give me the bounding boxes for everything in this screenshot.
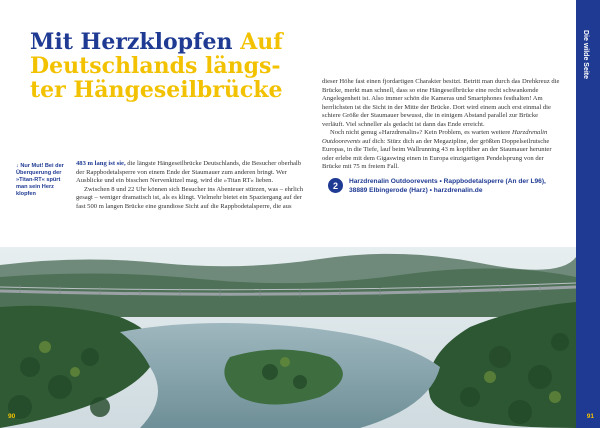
headline-line1-blue: Mit Herzklopfen: [30, 29, 233, 55]
address-text: Harzdrenalin Outdoorevents • Rappbodetalsperre (An der L96), 38889 Elbingerode (Harz) • harzdrenalin.de: [349, 178, 546, 194]
address-box: [328, 178, 562, 195]
bridge-landscape-image: [0, 247, 576, 428]
photo-caption: ↓ Nur Mut! Bei der Überquerung der »Titan-RT« spürt man sein Herz klopfen: [16, 163, 64, 197]
page-number-right: 91: [586, 413, 594, 420]
headline-line1-yellow: Auf: [240, 29, 283, 55]
headline: [30, 30, 290, 102]
page-number-left: 90: [8, 413, 16, 420]
location-number-badge: 2: [328, 178, 343, 193]
left-paragraph-2: Zwischen 8 und 22 Uhr können sich Besucher ins Abenteuer stürzen, was – ehrlich gesagt – weniger dramatisch ist, als es klingt. Vielmehr bietet ein Spaziergang auf der fast 500 m langen Brücke eine grandiose Sicht auf die Rappbodetalsperre, die aus: [76, 185, 304, 210]
right-paragraph-2: [322, 129, 560, 172]
left-text-column: [76, 160, 304, 211]
lead-in: 483 m lang ist sie,: [76, 160, 126, 167]
right-paragraph-2-italic: Harzdrenalin Outdoorevents: [322, 129, 548, 145]
right-paragraph-2-start: Noch nicht genug »Harzdrenalin«? Kein Problem, es warten weitere: [330, 129, 511, 136]
right-text-column: [322, 78, 560, 172]
left-paragraph-1-text: die längste Hängeseilbrücke Deutschlands, die Besucher oberhalb der Rappbodetalsperre von einem Ende der Staumauer zum anderen bringt. Wer Ausblicke und ein bisschen Nervenkitzel mag, wird die »Titan RT« lieben.: [76, 160, 302, 184]
left-paragraph-1: [76, 160, 304, 186]
right-paragraph-2-end: auf dich: Stürz dich an der Megazipline, der größten Doppelseilrutsche Europas, in die Tiefe, lauf beim Wallrunning 43 m kopfüber an der Staumauer herunter oder erlebe mit dem Gigaswing einen in Europa einzigartigen Pendelsprung von der Brücke mit 75 m freiem Fall.: [322, 137, 552, 170]
bridge-photo: [0, 247, 576, 428]
side-tab-label: Die wilde Seite: [582, 30, 589, 80]
headline-line2: Deutschlands längs-: [30, 53, 281, 79]
headline-line3: ter Hängeseilbrücke: [30, 77, 283, 103]
right-paragraph-1: dieser Höhe fast einen fjordartigen Charakter besitzt. Betritt man durch das Drehkreuz die Brücke, merkt man schnell, dass so eine Hängeseilbrücke eine recht schwankende Angelegenheit ist. Also immer schön die Kameras und Smartphones festhalten! Am herrlichsten ist die Sicht in der Mitte der Brücke. Dort wird einem auch erst einmal die schiere Größe der Staumauer bewusst, die in einigem Abstand parallel zur Brücke verläuft. Viel schneller als gedacht ist dann das Ende erreicht.: [322, 78, 560, 128]
